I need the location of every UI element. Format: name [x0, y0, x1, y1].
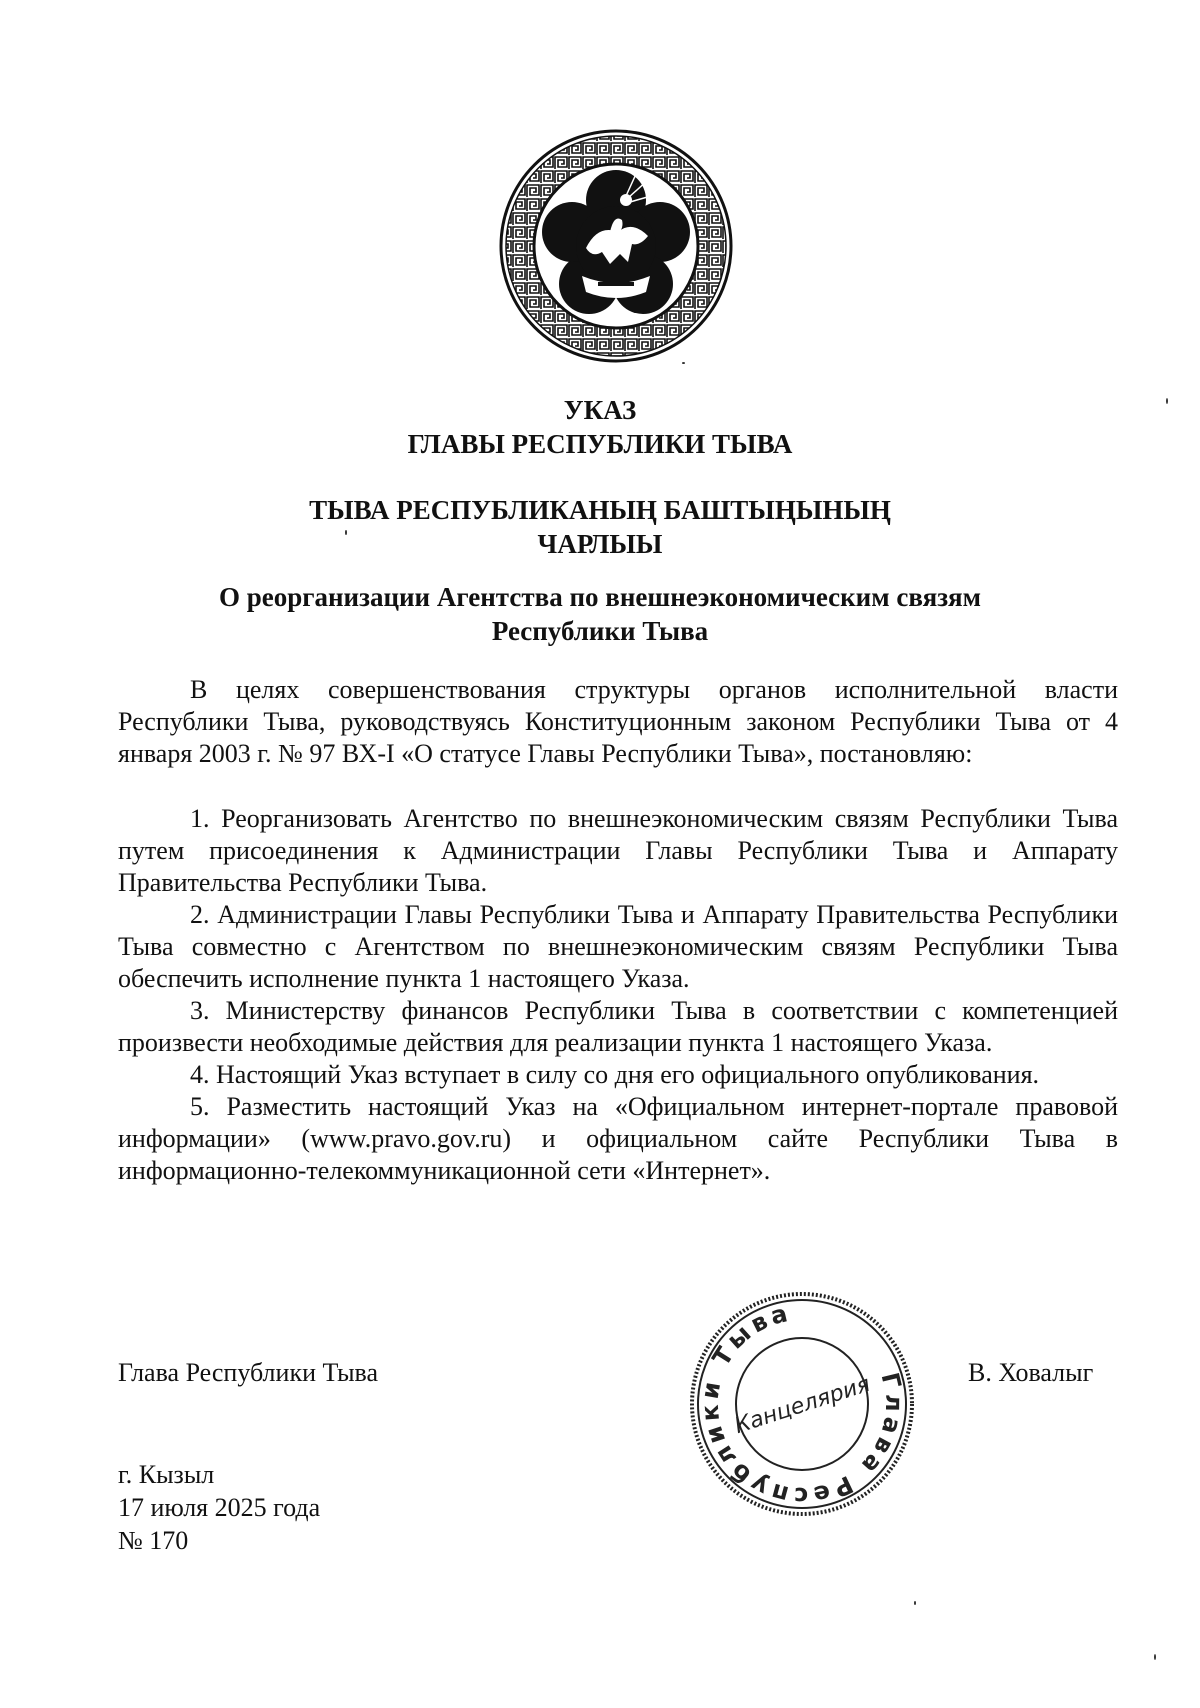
decree-meta — [118, 1458, 320, 1557]
decree-item-5: 5. Разместить настоящий Указ на «Официальном интернет-портале правовой информации» (www.pravo.gov.ru) и официальном сайте Республики Тыва в информационно-телекоммуникационной сети «Интернет». — [118, 1092, 1118, 1185]
decree-city: г. Кызыл — [118, 1460, 215, 1489]
tuva-coat-of-arms-icon — [498, 128, 734, 364]
scan-speck — [914, 1601, 916, 1605]
decree-subject-line: О реорганизации Агентства по внешнеэкономическим связям — [218, 582, 982, 612]
decree-title-ru — [0, 393, 1200, 461]
stamp-center-text: Канцелярия — [731, 1371, 874, 1440]
signatory-name: В. Ховалыг — [968, 1358, 1094, 1387]
decree-subject — [0, 580, 1200, 648]
decree-date: 17 июля 2025 года — [118, 1493, 321, 1522]
scan-speck — [1154, 1654, 1156, 1660]
decree-title-line: УКАЗ — [563, 395, 637, 425]
preamble-paragraph: В целях совершенствования структуры органов исполнительной власти Республики Тыва, руководствуясь Конституционным законом Республики Тыва от 4 января 2003 г. № 97 ВХ-I «О статусе Главы Республики Тыва», постановляю: — [118, 675, 1118, 768]
official-stamp-icon — [686, 1288, 918, 1520]
scan-speck — [682, 362, 685, 364]
decree-title-line: ТЫВА РЕСПУБЛИКАНЫҢ БАШТЫҢЫНЫҢ — [309, 495, 891, 525]
decree-item-4: 4. Настоящий Указ вступает в силу со дня его официального опубликования. — [190, 1060, 1040, 1089]
decree-subject-line: Республики Тыва — [491, 616, 709, 646]
decree-title-line: ЧАРЛЫЫ — [537, 529, 663, 559]
decree-title-tyv — [0, 493, 1200, 561]
decree-title-line: ГЛАВЫ РЕСПУБЛИКИ ТЫВА — [407, 429, 793, 459]
decree-item-2: 2. Администрации Главы Республики Тыва и Аппарату Правительства Республики Тыва совместно с Агентством по внешнеэкономическим связям Республики Тыва обеспечить исполнение пункта 1 настоящего Указа. — [118, 900, 1118, 993]
scan-speck — [1166, 398, 1168, 404]
decree-preamble — [118, 674, 1118, 770]
stamp-ring-text: Глава Республики Тыва — [695, 1298, 909, 1511]
scan-speck — [345, 530, 347, 535]
decree-number: № 170 — [118, 1526, 189, 1555]
decree-item-3: 3. Министерству финансов Республики Тыва в соответствии с компетенцией произвести необходимые действия для реализации пункта 1 настоящего Указа. — [118, 996, 1118, 1057]
signatory-position: Глава Республики Тыва — [118, 1358, 379, 1387]
decree-item-1: 1. Реорганизовать Агентство по внешнеэкономическим связям Республики Тыва путем присоединения к Администрации Главы Республики Тыва и Аппарату Правительства Республики Тыва. — [118, 804, 1118, 897]
decree-items — [118, 803, 1118, 1187]
